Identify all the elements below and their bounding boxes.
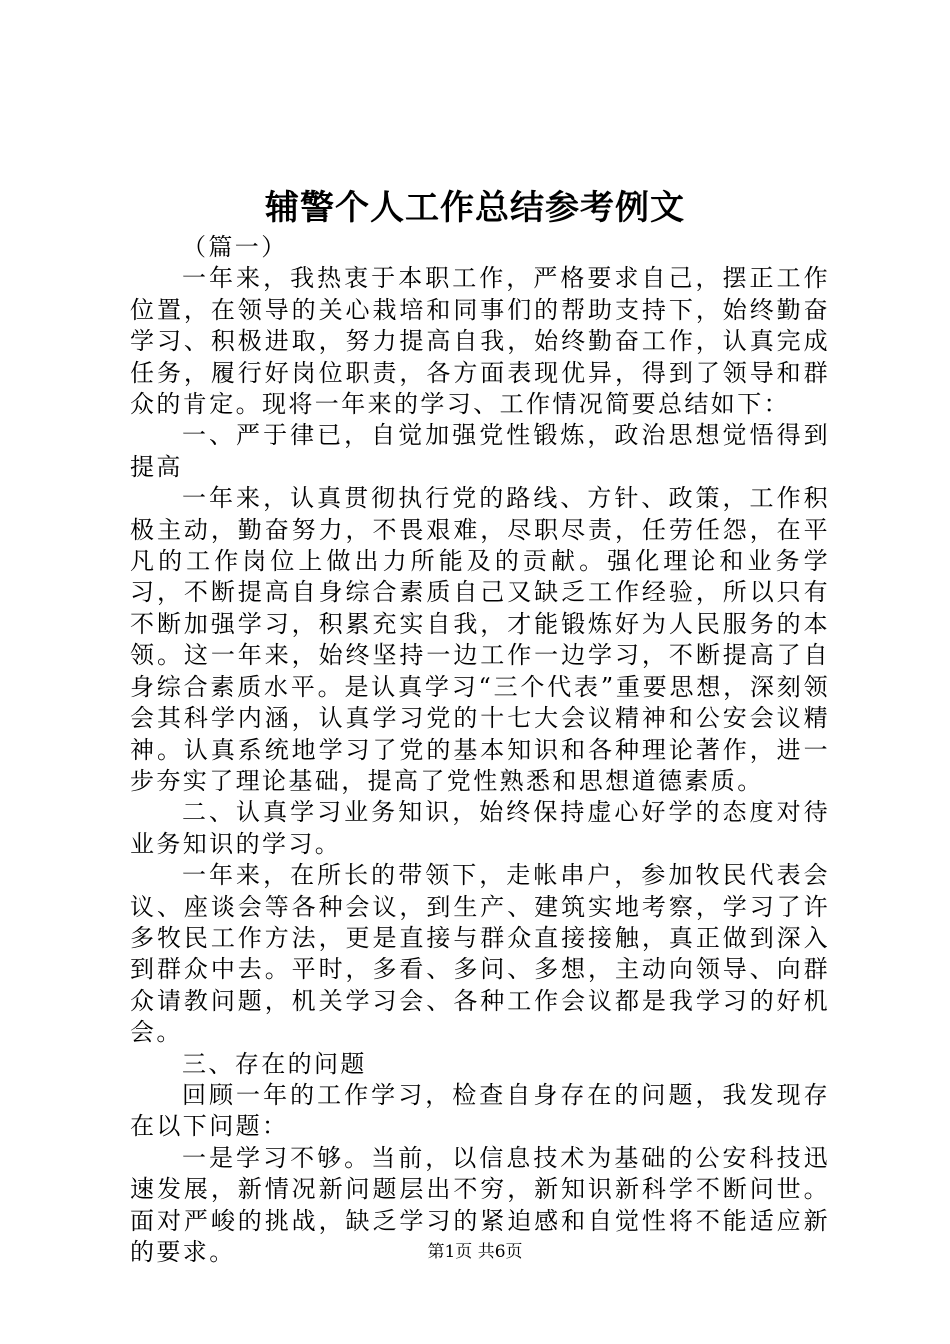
paragraph-section-3-item-1: 一是学习不够。当前，以信息技术为基础的公安科技迅速发展，新情况新问题层出不穷，新知识新科学不断问世。面对严峻的挑战，缺乏学习的紧迫感和自觉性将不能适应新的要求。 [130,1143,830,1266]
heading-section-3: 三、存在的问题 [182,1049,367,1078]
paragraph-intro: 一年来，我热衷于本职工作，严格要求自己，摆正工作位置，在领导的关心栽培和同事们的帮助支持下，始终勤奋学习、积极进取，努力提高自我，始终勤奋工作，认真完成任务，履行好岗位职责，各方面表现优异，得到了领导和群众的肯定。现将一年来的学习、工作情况简要总结如下： [130,264,830,419]
heading-section-2: 二、认真学习业务知识，始终保持虚心好学的态度对待业务知识的学习。 [130,798,830,858]
page-footer: 第1页 共6页 [427,1242,523,1262]
document-title: 辅警个人工作总结参考例文 [265,188,685,228]
document-body [130,232,830,1268]
paragraph-section-2: 一年来，在所长的带领下，走帐串户，参加牧民代表会议、座谈会等各种会议，到生产、建筑实地考察，学习了许多牧民工作方法，更是直接与群众直接接触，真正做到深入到群众中去。平时，多看、多问、多想，主动向领导、向群众请教问题，机关学习会、各种工作会议都是我学习的好机会。 [130,861,830,1047]
heading-section-1: 一、严于律已，自觉加强党性锻炼，政治思想觉悟得到提高 [130,421,830,481]
paragraph-section-label: （篇一） [182,233,288,261]
paragraph-section-1: 一年来，认真贯彻执行党的路线、方针、政策，工作积极主动，勤奋努力，不畏艰难，尽职尽责，任劳任怨，在平凡的工作岗位上做出力所能及的贡献。强化理论和业务学习，不断提高自身综合素质自己又缺乏工作经验，所以只有不断加强学习，积累充实自我，才能锻炼好为人民服务的本领。这一年来，始终坚持一边工作一边学习，不断提高了自身综合素质水平。是认真学习“三个代表”重要思想，深刻领会其科学内涵，认真学习党的十七大会议精神和公安会议精神。认真系统地学习了党的基本知识和各种理论著作，进一步夯实了理论基础，提高了党性熟悉和思想道德素质。 [130,484,830,795]
paragraph-section-3-intro: 回顾一年的工作学习，检查自身存在的问题，我发现存在以下问题： [130,1080,830,1141]
